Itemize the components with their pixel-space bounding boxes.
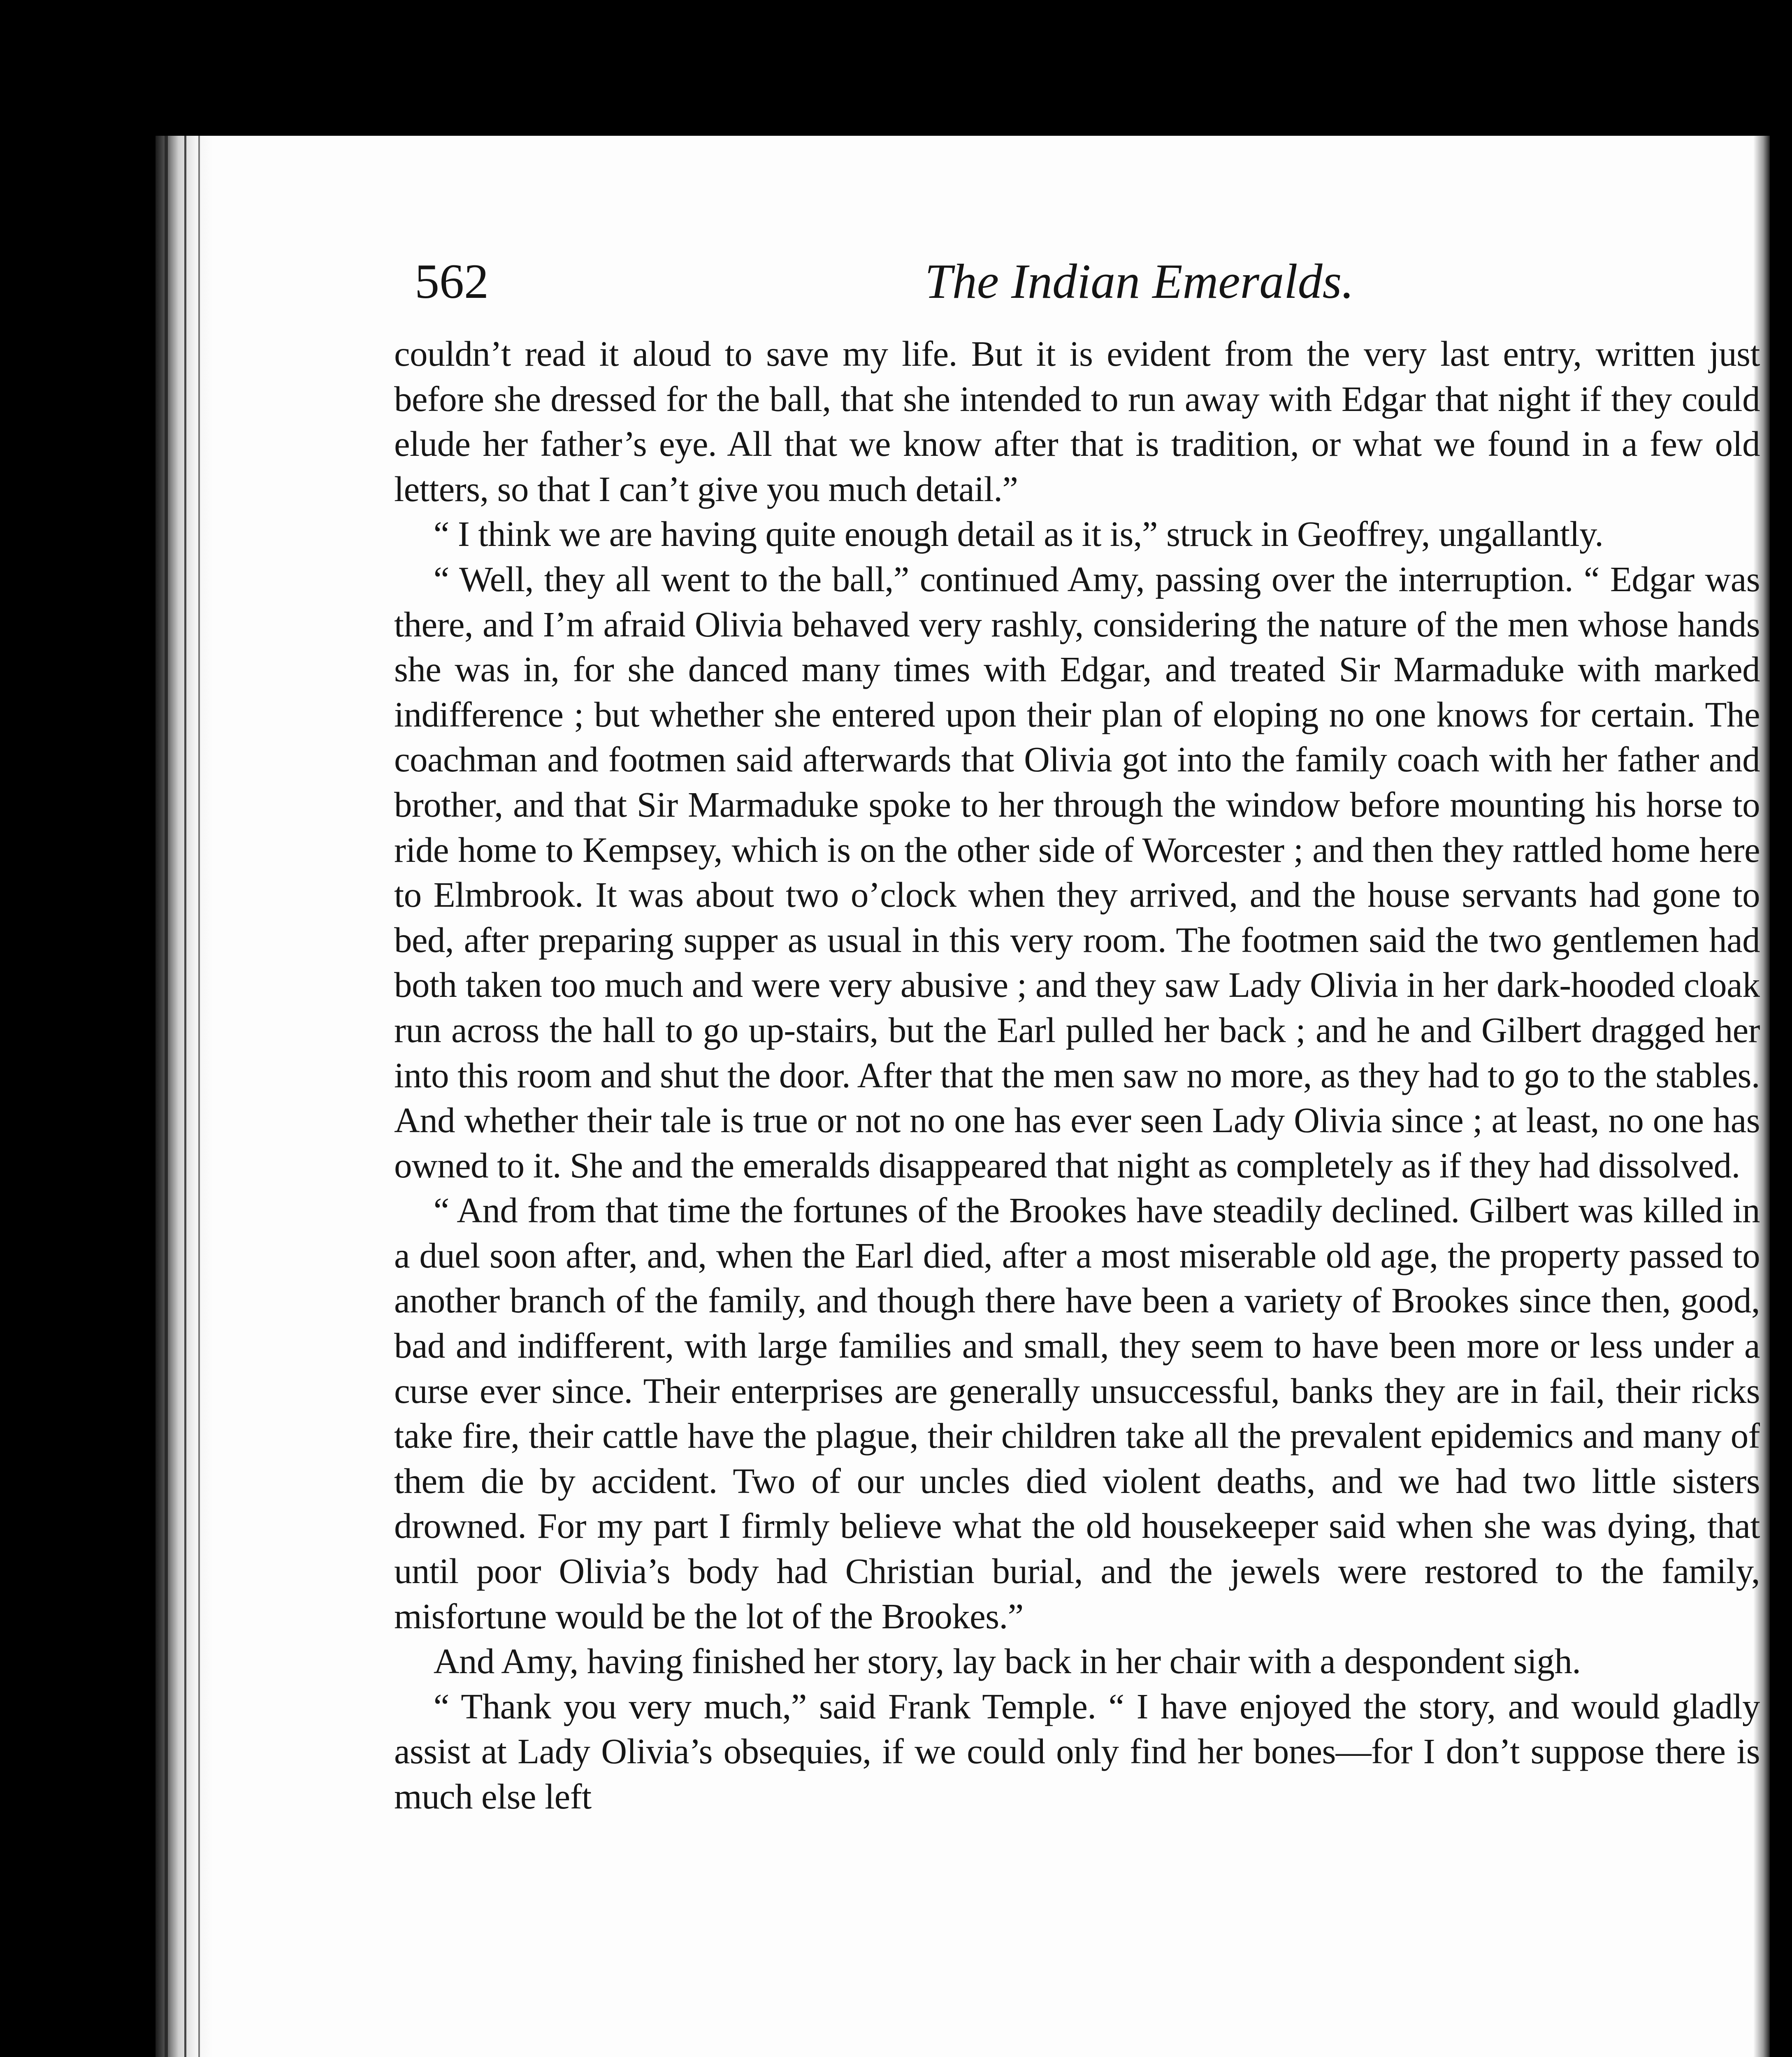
- paragraph: “ And from that time the fortunes of the Brookes have steadily declined. Gilbert was killed in a duel soon after, and, when the Earl died, after a most miserable old age, the property passed to another branch of the family, and though there have been a variety of Brookes since then, good, bad and indifferent, with large families and small, they seem to have been more or less under a curse ever since. Their enterprises are generally unsuccessful, banks they are in fail, their ricks take fire, their cattle have the plague, their children take all the prevalent epidemics and many of them die by accident. Two of our uncles died violent deaths, and we had two little sisters drowned. For my part I firmly believe what the old housekeeper said when she was dying, that until poor Olivia’s body had Christian burial, and the jewels were restored to the family, misfortune would be the lot of the Brookes.”: [394, 1190, 1760, 1636]
- paragraph: “ I think we are having quite enough detail as it is,” struck in Geoffrey, ungallantly.: [433, 514, 1604, 554]
- binding-line: [198, 136, 200, 2057]
- page-number: 562: [415, 254, 489, 309]
- paragraph: couldn’t read it aloud to save my life. But it is evident from the very last entry, written just before she dressed for the ball, that she intended to run away with Edgar that night if they could elude her father’s eye. All that we know after that is tradition, or what we found in a few old letters, so that I can’t give you much detail.”: [394, 334, 1760, 509]
- scanned-page: [156, 136, 1770, 2057]
- binding-line: [184, 136, 186, 2057]
- running-title: The Indian Emeralds.: [925, 254, 1354, 309]
- page-header: [415, 237, 1760, 319]
- paragraph: And Amy, having finished her story, lay back in her chair with a despondent sigh.: [433, 1641, 1581, 1681]
- paragraph: “ Well, they all went to the ball,” continued Amy, passing over the interruption. “ Edgar was there, and I’m afraid Olivia behaved very rashly, considering the nature of the men whose hands she was in, for she danced many times with Edgar, and treated Sir Marmaduke with marked indifference ; but whether she entered upon their plan of eloping no one knows for certain. The coachman and footmen said afterwards that Olivia got into the family coach with her father and brother, and that Sir Marmaduke spoke to her through the window before mounting his horse to ride home to Kempsey, which is on the other side of Worcester ; and then they rattled home here to Elmbrook. It was about two o’clock when they arrived, and the house servants had gone to bed, after preparing supper as usual in this very room. The footmen said the two gentlemen had both taken too much and were very abusive ; and they saw Lady Olivia in her dark-hooded cloak run across the hall to go up-stairs, but the Earl pulled her back ; and he and Gilbert dragged her into this room and shut the door. After that the men saw no more, as they had to go to the stables. And whether their tale is true or not no one has ever seen Lady Olivia since ; at least, no one has owned to it. She and the emeralds disappeared that night as completely as if they had dissolved.: [394, 559, 1760, 1185]
- binding-line: [165, 136, 168, 2057]
- paragraph: “ Thank you very much,” said Frank Temple. “ I have enjoyed the story, and would gladly assist at Lady Olivia’s obsequies, if we could only find her bones—for I don’t suppose there is much else left: [394, 1686, 1760, 1816]
- body-text: [394, 331, 1760, 2057]
